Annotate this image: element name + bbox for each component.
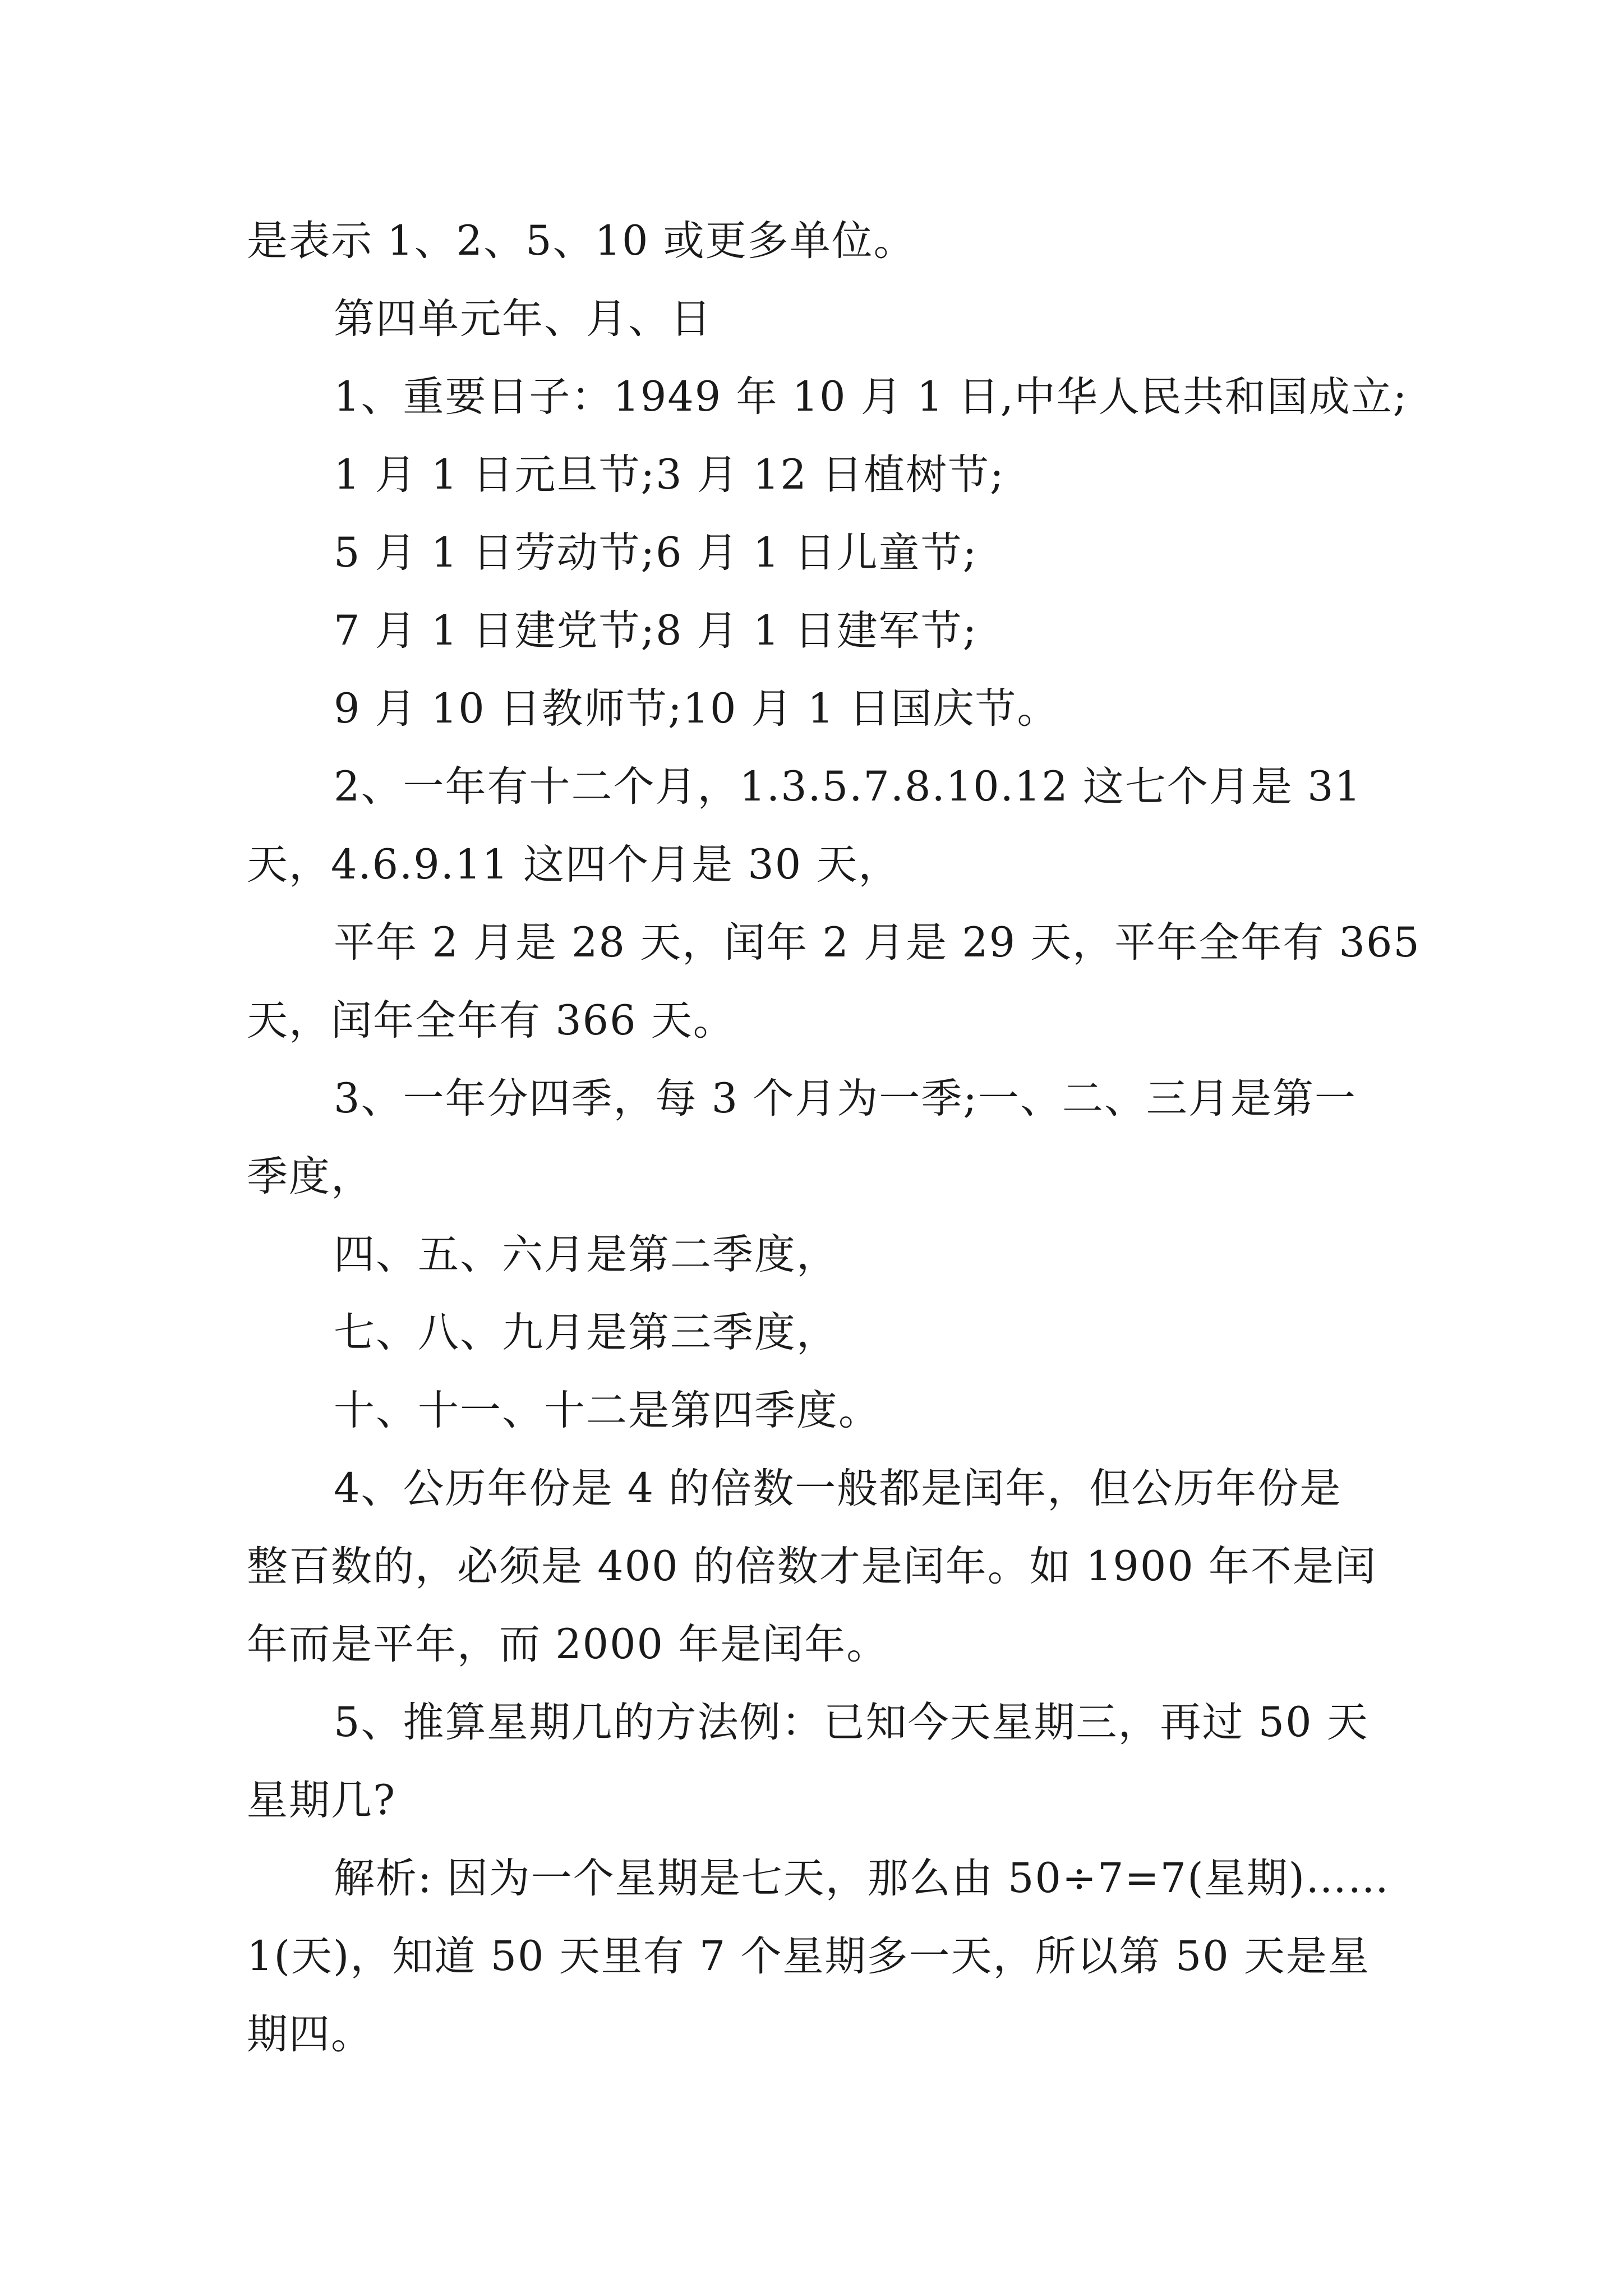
section-heading: 第四单元年、月、日 — [334, 295, 712, 343]
text-line: 星期几? — [247, 1777, 396, 1824]
text-line: 七、八、九月是第三季度， — [334, 1309, 838, 1356]
text-line: 四、五、六月是第二季度， — [334, 1231, 838, 1278]
text-line: 整百数的，必须是 400 的倍数才是闰年。如 1900 年不是闰 — [247, 1543, 1377, 1590]
text-line: 平年 2 月是 28 天，闰年 2 月是 29 天，平年全年有 365 — [334, 919, 1421, 967]
text-line: 期四。 — [247, 2010, 373, 2058]
text-line: 季度， — [247, 1153, 373, 1200]
text-line: 天，闰年全年有 366 天。 — [247, 997, 735, 1045]
text-line: 4、公历年份是 4 的倍数一般都是闰年，但公历年份是 — [334, 1465, 1342, 1512]
text-line: 5 月 1 日劳动节;6 月 1 日儿童节; — [334, 529, 978, 577]
text-line: 解析: 因为一个星期是七天，那么由 50÷7=7(星期)…… — [334, 1855, 1390, 1902]
text-line: 1、重要日子：1949 年 10 月 1 日,中华人民共和国成立; — [334, 373, 1408, 421]
text-line: 9 月 10 日教师节;10 月 1 日国庆节。 — [334, 685, 1059, 733]
text-line: 5、推算星期几的方法例：已知今天星期三，再过 50 天 — [334, 1699, 1369, 1746]
document-body — [247, 202, 1421, 2073]
text-line: 十、十一、十二是第四季度。 — [334, 1387, 880, 1434]
text-line: 是表示 1、2、5、10 或更多单位。 — [247, 217, 916, 265]
text-line: 7 月 1 日建党节;8 月 1 日建军节; — [334, 607, 978, 655]
text-line: 1(天)，知道 50 天里有 7 个星期多一天，所以第 50 天是星 — [247, 1932, 1370, 1980]
text-line: 天，4.6.9.11 这四个月是 30 天， — [247, 841, 901, 889]
text-line: 年而是平年，而 2000 年是闰年。 — [247, 1621, 889, 1668]
text-line: 2、一年有十二个月，1.3.5.7.8.10.12 这七个月是 31 — [334, 763, 1362, 811]
text-line: 1 月 1 日元旦节;3 月 12 日植树节; — [334, 451, 1005, 499]
text-line: 3、一年分四季，每 3 个月为一季;一、二、三月是第一 — [334, 1075, 1357, 1122]
